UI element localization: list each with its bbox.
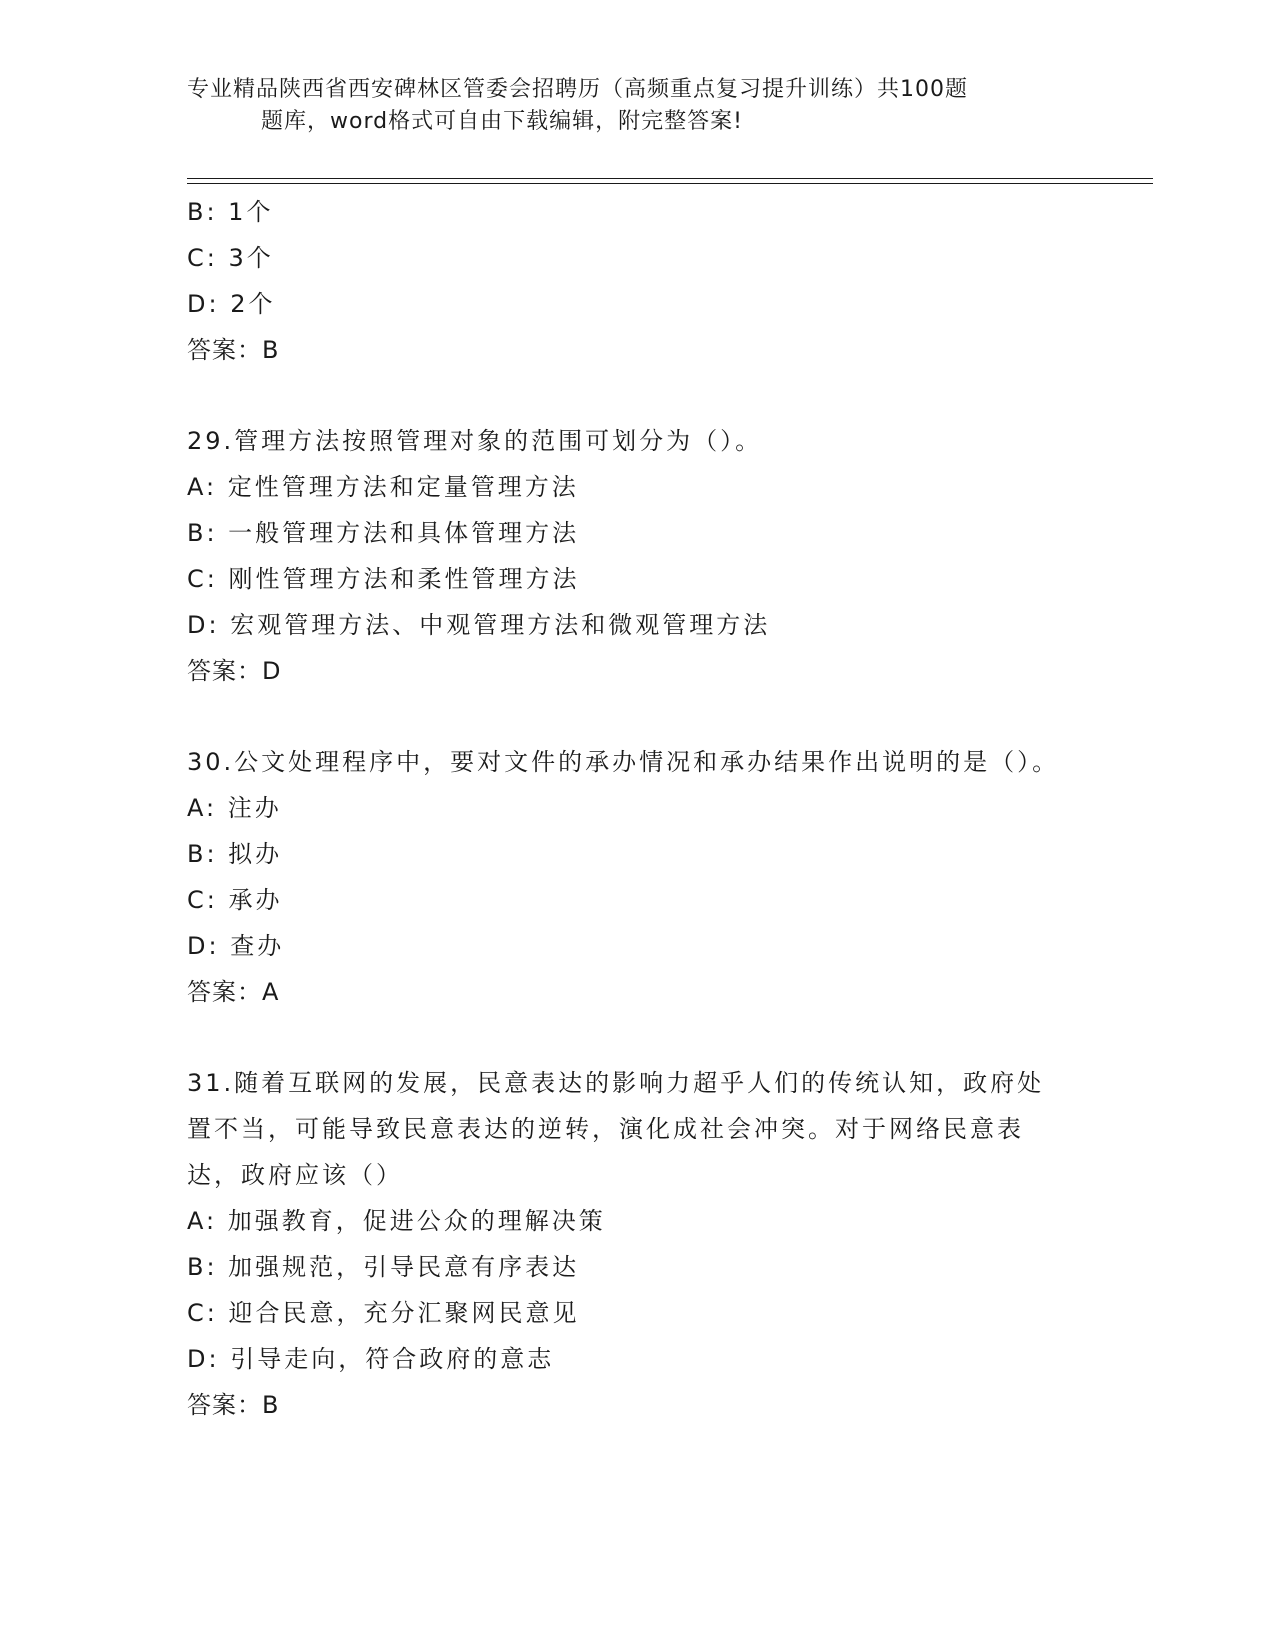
question-text: 31.随着互联网的发展，民意表达的影响力超乎人们的传统认知，政府处置不当，可能导致民意表达的逆转，演化成社会冲突。对于网络民意表达，政府应该（）: [187, 1069, 1045, 1189]
header-divider-top: [187, 178, 1153, 179]
option-a: A: 注办: [187, 794, 282, 822]
answer-line: 答案：B: [187, 336, 280, 364]
header-divider-bottom: [187, 183, 1153, 184]
document-title-line-2: 题库，word格式可自由下载编辑，附完整答案!: [261, 109, 743, 134]
document-header: [187, 74, 1067, 138]
question-list: [187, 189, 1067, 1428]
answer-line: 答案：A: [187, 978, 280, 1006]
option-b: B: 拟办: [187, 840, 283, 868]
question-31: [187, 1060, 1067, 1428]
option-c: C: 承办: [187, 886, 283, 914]
spacer: [187, 1015, 1067, 1060]
question-29: [187, 418, 1067, 694]
option-b: B: 加强规范，引导民意有序表达: [187, 1253, 580, 1281]
answer-line: 答案：D: [187, 657, 282, 685]
option-b: B: 1个: [187, 198, 274, 226]
question-text: 29.管理方法按照管理对象的范围可划分为（）。: [187, 427, 763, 455]
option-a: A: 定性管理方法和定量管理方法: [187, 473, 579, 501]
question-30: [187, 739, 1067, 1015]
option-c: C: 刚性管理方法和柔性管理方法: [187, 565, 580, 593]
spacer: [187, 373, 1067, 418]
answer-line: 答案：B: [187, 1391, 280, 1419]
option-b: B: 一般管理方法和具体管理方法: [187, 519, 580, 547]
option-d: D: 宏观管理方法、中观管理方法和微观管理方法: [187, 611, 771, 639]
question-continued: [187, 189, 1067, 373]
question-text: 30.公文处理程序中，要对文件的承办情况和承办结果作出说明的是（）。: [187, 748, 1060, 776]
spacer: [187, 694, 1067, 739]
option-d: D: 引导走向，符合政府的意志: [187, 1345, 555, 1373]
option-c: C: 迎合民意，充分汇聚网民意见: [187, 1299, 580, 1327]
option-a: A: 加强教育，促进公众的理解决策: [187, 1207, 606, 1235]
option-d: D: 查办: [187, 932, 285, 960]
option-d: D: 2个: [187, 290, 276, 318]
document-title-line-1: 专业精品陕西省西安碑林区管委会招聘历（高频重点复习提升训练）共100题: [187, 77, 968, 102]
option-c: C: 3个: [187, 244, 274, 272]
